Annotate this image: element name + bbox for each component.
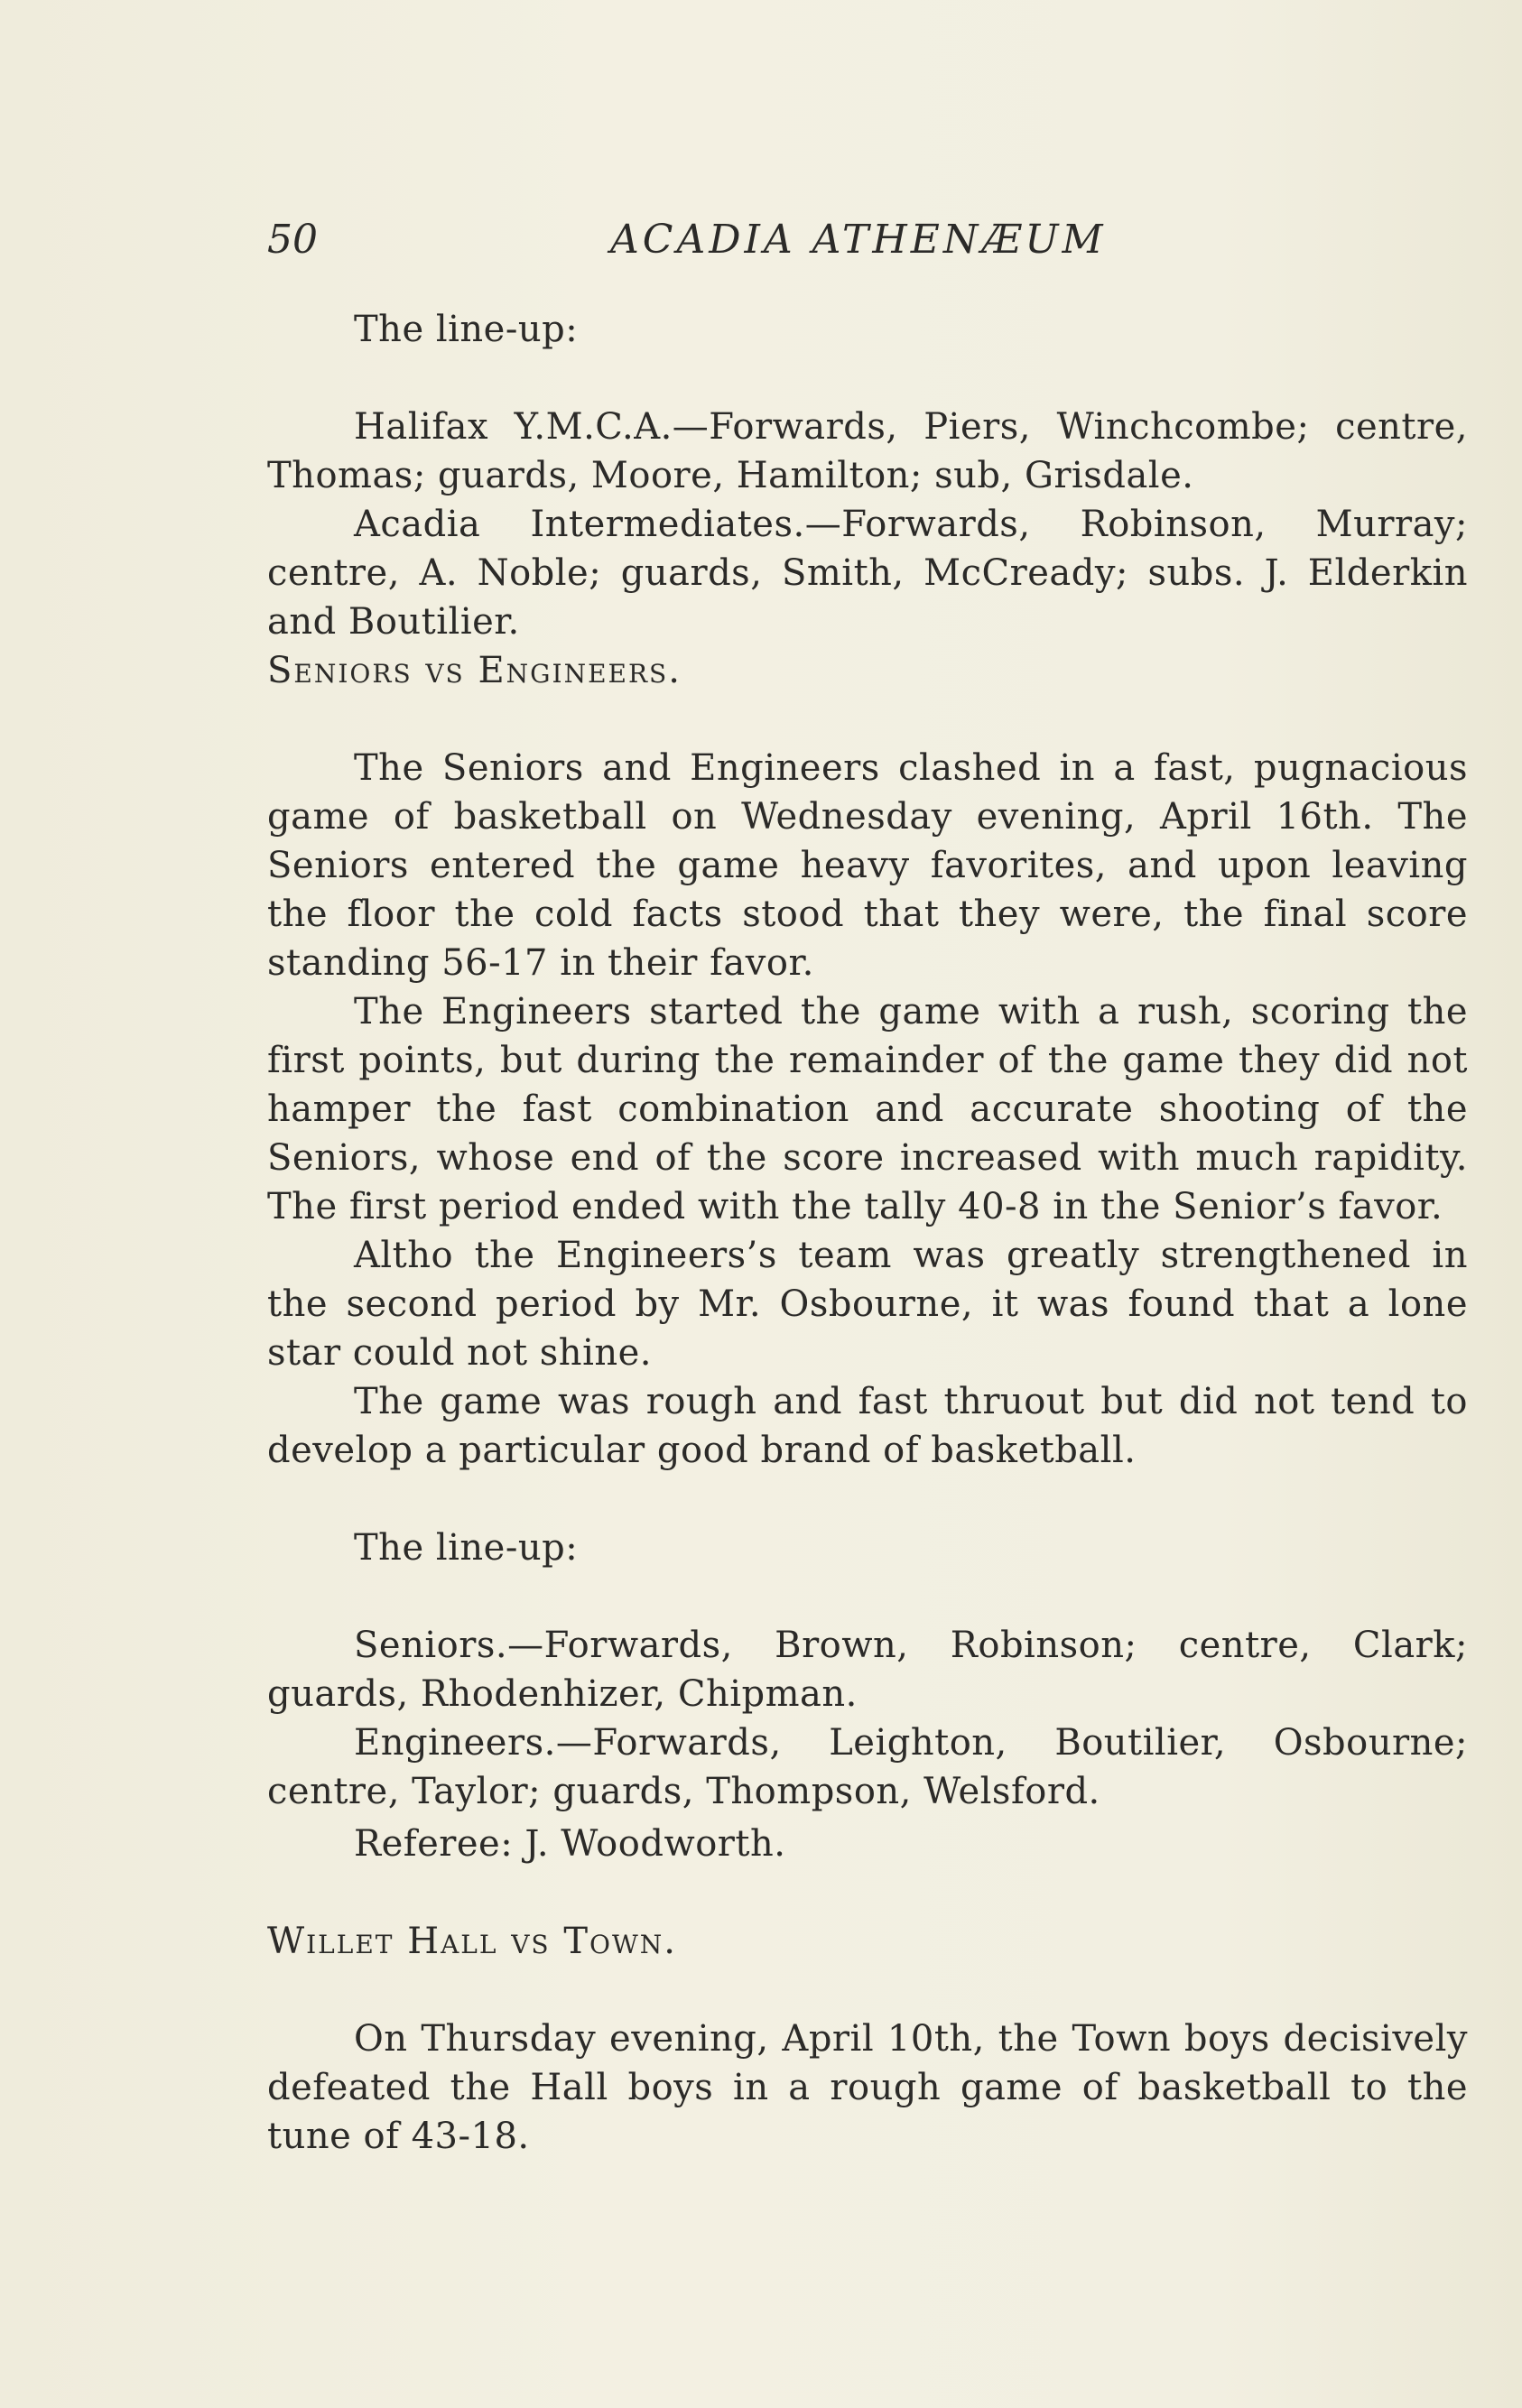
- acadia-lineup-paragraph: Acadia Intermediates.—Forwards, Robinson, Murray; centre, A. Noble; guards, Smith, McCready; subs. J. Elderkin and Boutilier.: [267, 504, 1468, 643]
- paragraph: Altho the Engineers’s team was greatly strengthened in the second period by Mr. Osbourne, it was found that a lone star could not shine.: [267, 1235, 1468, 1374]
- paragraph: The Seniors and Engineers clashed in a fast, pugnacious game of basketball on Wednesday evening, April 16th. The Seniors entered the game heavy favorites, and upon leaving the floor the cold facts stood that they were, the final score standing 56-17 in their favor.: [267, 747, 1468, 984]
- running-title: ACADIA ATHENÆUM: [610, 217, 1107, 263]
- seniors-lineup-paragraph: Seniors.—Forwards, Brown, Robinson; centre, Clark; guards, Rhodenhizer, Chipman.: [267, 1625, 1468, 1715]
- paragraph: On Thursday evening, April 10th, the Town boys decisively defeated the Hall boys in a rough game of basketball to the tune of 43-18.: [267, 2018, 1468, 2157]
- halifax-lineup-paragraph: Halifax Y.M.C.A.—Forwards, Piers, Winchcombe; centre, Thomas; guards, Moore, Hamilton; sub, Grisdale.: [267, 406, 1468, 496]
- page-header: [267, 217, 1468, 271]
- lineup-label: The line-up:: [354, 1527, 579, 1569]
- lineup-label: The line-up:: [354, 309, 579, 350]
- paragraph: The Engineers started the game with a rush, scoring the first points, but during the remainder of the game they did not hamper the fast combination and accurate shooting of the Seniors, whose end of the score increased with much rapidity. The first period ended with the tally 40-8 in the Senior’s favor.: [267, 991, 1468, 1227]
- page-number: 50: [267, 217, 318, 263]
- section-heading-seniors-vs-engineers: Seniors vs Engineers.: [267, 650, 682, 691]
- page-body: [267, 305, 1468, 2161]
- section-heading-willet-hall-vs-town: Willet Hall vs Town.: [267, 1921, 677, 1962]
- referee-line: Referee: J. Woodworth.: [354, 1823, 786, 1865]
- engineers-lineup-paragraph: Engineers.—Forwards, Leighton, Boutilier, Osbourne; centre, Taylor; guards, Thompson, Welsford.: [267, 1722, 1468, 1812]
- paragraph: The game was rough and fast thruout but did not tend to develop a particular good brand of basketball.: [267, 1381, 1468, 1471]
